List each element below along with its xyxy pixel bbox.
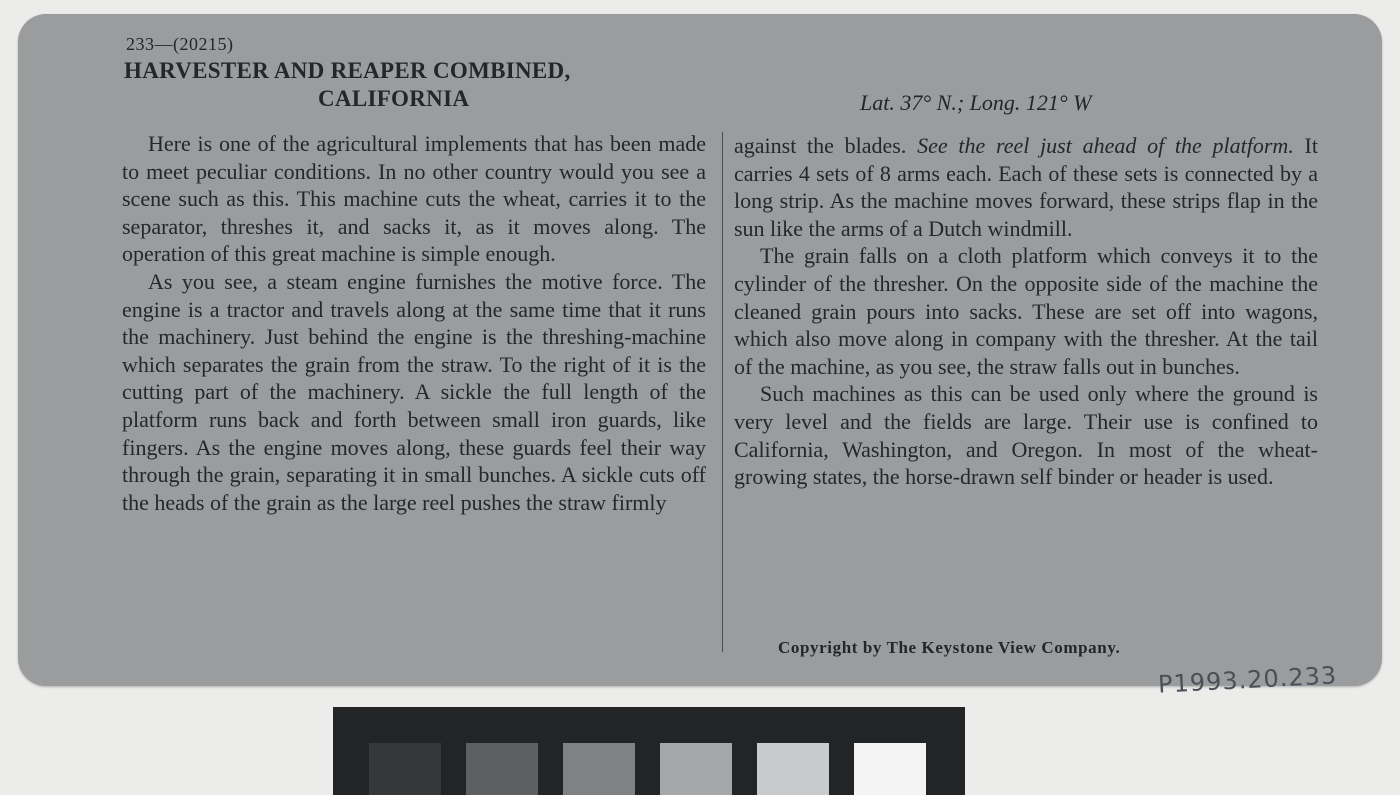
gray-swatch xyxy=(466,743,538,795)
text-run: It carries 4 sets of 8 arms each. Each of these sets is connected by a long strip. As the machine moves forward, these strips flap in the sun like the arms of a Dutch windmill. xyxy=(734,133,1318,241)
lat-long: Lat. 37° N.; Long. 121° W xyxy=(860,90,1092,115)
right-column xyxy=(734,132,1318,491)
paragraph: Such machines as this can be used only where the ground is very level and the fields are large. Their use is confined to California, Washington, and Oregon. In most of the wheat-growing states, the horse-drawn self binder or header is used. xyxy=(734,381,1318,490)
title-line-1: HARVESTER AND REAPER COMBINED, xyxy=(124,58,571,83)
stereograph-card-back xyxy=(18,14,1382,699)
paragraph: The grain falls on a cloth platform which conveys it to the cylinder of the thresher. On the opposite side of the machine the cleaned grain pours into sacks. These are set off into wagons, which also move along in company with the thresher. At the tail of the machine, as you see, the straw falls out in bunches. xyxy=(734,243,1318,379)
left-column xyxy=(122,130,706,516)
italic-text: See the reel just ahead of the platform. xyxy=(917,133,1294,158)
paragraph: Here is one of the agricultural implements that has been made to meet peculiar conditions. In no other country would you see a scene such as this. This machine cuts the wheat, carries it to the separator, threshes it, and sacks it, as it moves along. The operation of this great machine is simple enough. xyxy=(122,131,706,267)
text-run: against the blades. xyxy=(734,133,918,158)
title-line-2: CALIFORNIA xyxy=(318,86,470,111)
white-swatch xyxy=(854,743,926,795)
gray-swatch xyxy=(563,743,635,795)
paragraph: As you see, a steam engine furnishes the motive force. The engine is a tractor and travels along at the same time that it runs the machinery. Just behind the engine is the threshing-machine which separates the grain from the straw. To the right of it is the cutting part of the machinery. A sickle the full length of the platform runs back and forth between small iron guards, like fingers. As the engine moves along, these guards feel their way through the grain, separating it in small bunches. A sickle cuts off the heads of the grain as the large reel pushes the straw firmly xyxy=(122,268,706,515)
column-divider xyxy=(722,132,723,652)
gray-swatch xyxy=(660,743,732,795)
paragraph-continued xyxy=(734,132,1318,242)
copyright-line: Copyright by The Keystone View Company. xyxy=(778,638,1121,657)
gray-swatch xyxy=(369,743,441,795)
card-number: 233—(20215) xyxy=(126,34,234,54)
color-calibration-bar xyxy=(333,707,965,795)
gray-swatch xyxy=(757,743,829,795)
accession-number: P1993.20.233 xyxy=(1157,661,1338,699)
